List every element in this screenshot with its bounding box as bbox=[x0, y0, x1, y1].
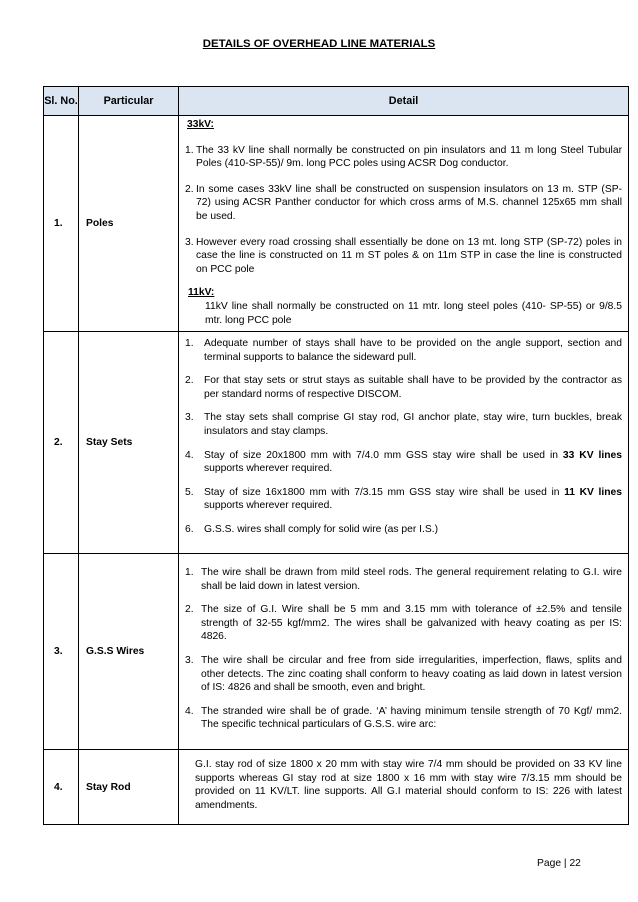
header-detail: Detail bbox=[179, 87, 629, 116]
table-row bbox=[44, 750, 629, 825]
list-item bbox=[185, 486, 622, 513]
list-item bbox=[185, 654, 622, 695]
item-number: 3. bbox=[185, 654, 194, 666]
page-title: DETAILS OF OVERHEAD LINE MATERIALS bbox=[202, 38, 436, 50]
item-number: 4. bbox=[185, 449, 194, 461]
item-text-bold: 33 KV lines bbox=[562, 449, 622, 461]
item-number: 1. bbox=[185, 338, 194, 349]
row-detail bbox=[179, 750, 629, 825]
header-sl-no: Sl. No. bbox=[44, 87, 79, 116]
item-text-post: supports wherever required. bbox=[204, 463, 333, 475]
item-text: The wire shall be circular and free from side irregularities, imperfection, flaws, splits and other detects. The zinc coating shall conform to heavy coating as laid down in latest version of IS: 4826 and shall be smooth, even and bright. bbox=[201, 654, 622, 694]
list-item bbox=[185, 523, 622, 537]
item-number: 3. bbox=[185, 412, 194, 424]
list-item bbox=[185, 603, 622, 644]
row-particular: G.S.S Wires bbox=[79, 554, 179, 750]
row-particular: Stay Rod bbox=[79, 750, 179, 825]
item-text: G.S.S. wires shall comply for solid wire (as per I.S.) bbox=[204, 523, 439, 535]
item-number: 5. bbox=[185, 486, 194, 498]
row-particular: Poles bbox=[79, 116, 179, 332]
item-text: For that stay sets or strut stays as suitable shall have to be provided by the contractor as per standard norms of respective DISCOM. bbox=[204, 375, 622, 400]
item-text: The stay sets shall comprise GI stay rod, GI anchor plate, stay wire, turn buckles, break insulators and stay clamps. bbox=[204, 412, 622, 437]
item-number: 3. bbox=[185, 236, 194, 248]
item-text: The size of G.I. Wire shall be 5 mm and 3.15 mm with tolerance of ±2.5% and tensile strength of 32-55 kgf/mm2. The wires shall be galvanized with heavy coating as per IS: 4826. bbox=[201, 604, 622, 643]
paragraph-11kv: 11kV line shall normally be constructed on 11 mtr. long steel poles (410- SP-55) or 9/8.5 mtr. long PCC pole bbox=[205, 300, 622, 326]
item-text: The stranded wire shall be of grade. ‘A’ having minimum tensile strength of 70 Kgf/ mm2. The specific technical particulars of G.S.S. wire arc: bbox=[201, 705, 622, 731]
item-number: 1. bbox=[185, 144, 194, 156]
item-text-post: supports wherever required. bbox=[204, 500, 333, 512]
item-text-pre: Stay of size 16x1800 mm with 7/3.15 mm GSS stay wire shall be used in bbox=[204, 486, 565, 498]
row-particular: Stay Sets bbox=[79, 332, 179, 554]
list-item bbox=[185, 566, 622, 593]
row-detail bbox=[179, 116, 629, 332]
list-item bbox=[185, 705, 622, 732]
item-number: 2. bbox=[185, 183, 194, 195]
row-number: 4. bbox=[44, 750, 79, 825]
item-number: 4. bbox=[185, 705, 194, 717]
list-item bbox=[185, 236, 622, 277]
item-number: 6. bbox=[185, 523, 194, 535]
item-number: 2. bbox=[185, 375, 194, 387]
subheading-33kv: 33kV: bbox=[187, 119, 214, 130]
row-detail bbox=[179, 332, 629, 554]
item-text: Adequate number of stays shall have to be provided on the angle support, section and terminal supports to balance the sideward pull. bbox=[204, 338, 622, 363]
list-item bbox=[185, 449, 622, 476]
item-text-bold: 11 KV lines bbox=[564, 486, 622, 498]
item-text: In some cases 33kV line shall be constructed on suspension insulators on 13 m. STP (SP-72) using ACSR Panther conductor for which cross arms of M.S. channel 125x65 mm shall be used. bbox=[196, 183, 622, 222]
list-item bbox=[185, 337, 622, 364]
list-item bbox=[185, 411, 622, 438]
row-number: 2. bbox=[44, 332, 79, 554]
item-text: The wire shall be drawn from mild steel rods. The general requirement relating to G.I. wire shall be laid down in latest version. bbox=[201, 567, 622, 592]
paragraph-stay-rod: G.I. stay rod of size 1800 x 20 mm with stay wire 7/4 mm should be provided on 33 KV line supports whereas GI stay rod at size 1800 x 16 mm with stay wire 7/3.15 mm should be provided on 11 KV/LT. line supports. All G.I material should conform to IS: 226 with latest amendments. bbox=[195, 759, 622, 811]
item-text-pre: Stay of size 20x1800 mm with 7/4.0 mm GSS stay wire shall be used in bbox=[204, 449, 563, 461]
subheading-11kv: 11kV: bbox=[188, 287, 215, 299]
table-row bbox=[44, 332, 629, 554]
item-number: 2. bbox=[185, 604, 194, 616]
list-item bbox=[185, 144, 622, 171]
table-header-row bbox=[44, 87, 629, 116]
row-number: 3. bbox=[44, 554, 79, 750]
list-item bbox=[185, 183, 622, 224]
list-item bbox=[185, 374, 622, 401]
header-particular: Particular bbox=[79, 87, 179, 116]
table-row bbox=[44, 554, 629, 750]
row-number: 1. bbox=[44, 116, 79, 332]
item-number: 1. bbox=[185, 567, 194, 578]
row-detail bbox=[179, 554, 629, 750]
item-text bbox=[204, 486, 622, 513]
table-row bbox=[44, 116, 629, 332]
item-text bbox=[204, 449, 622, 476]
item-text: However every road crossing shall essentially be done on 13 mt. long STP (SP-72) poles in case the line is constructed on 11 m ST poles & on 11m STP in case the line is constructed on PCC pole bbox=[196, 236, 622, 275]
item-text: The 33 kV line shall normally be constructed on pin insulators and 11 m long Steel Tubular Poles (410-SP-55)/ 9m. long PCC poles using ACSR Dog conductor. bbox=[196, 144, 622, 170]
page-number: Page | 22 bbox=[537, 858, 581, 869]
materials-table bbox=[43, 86, 629, 825]
